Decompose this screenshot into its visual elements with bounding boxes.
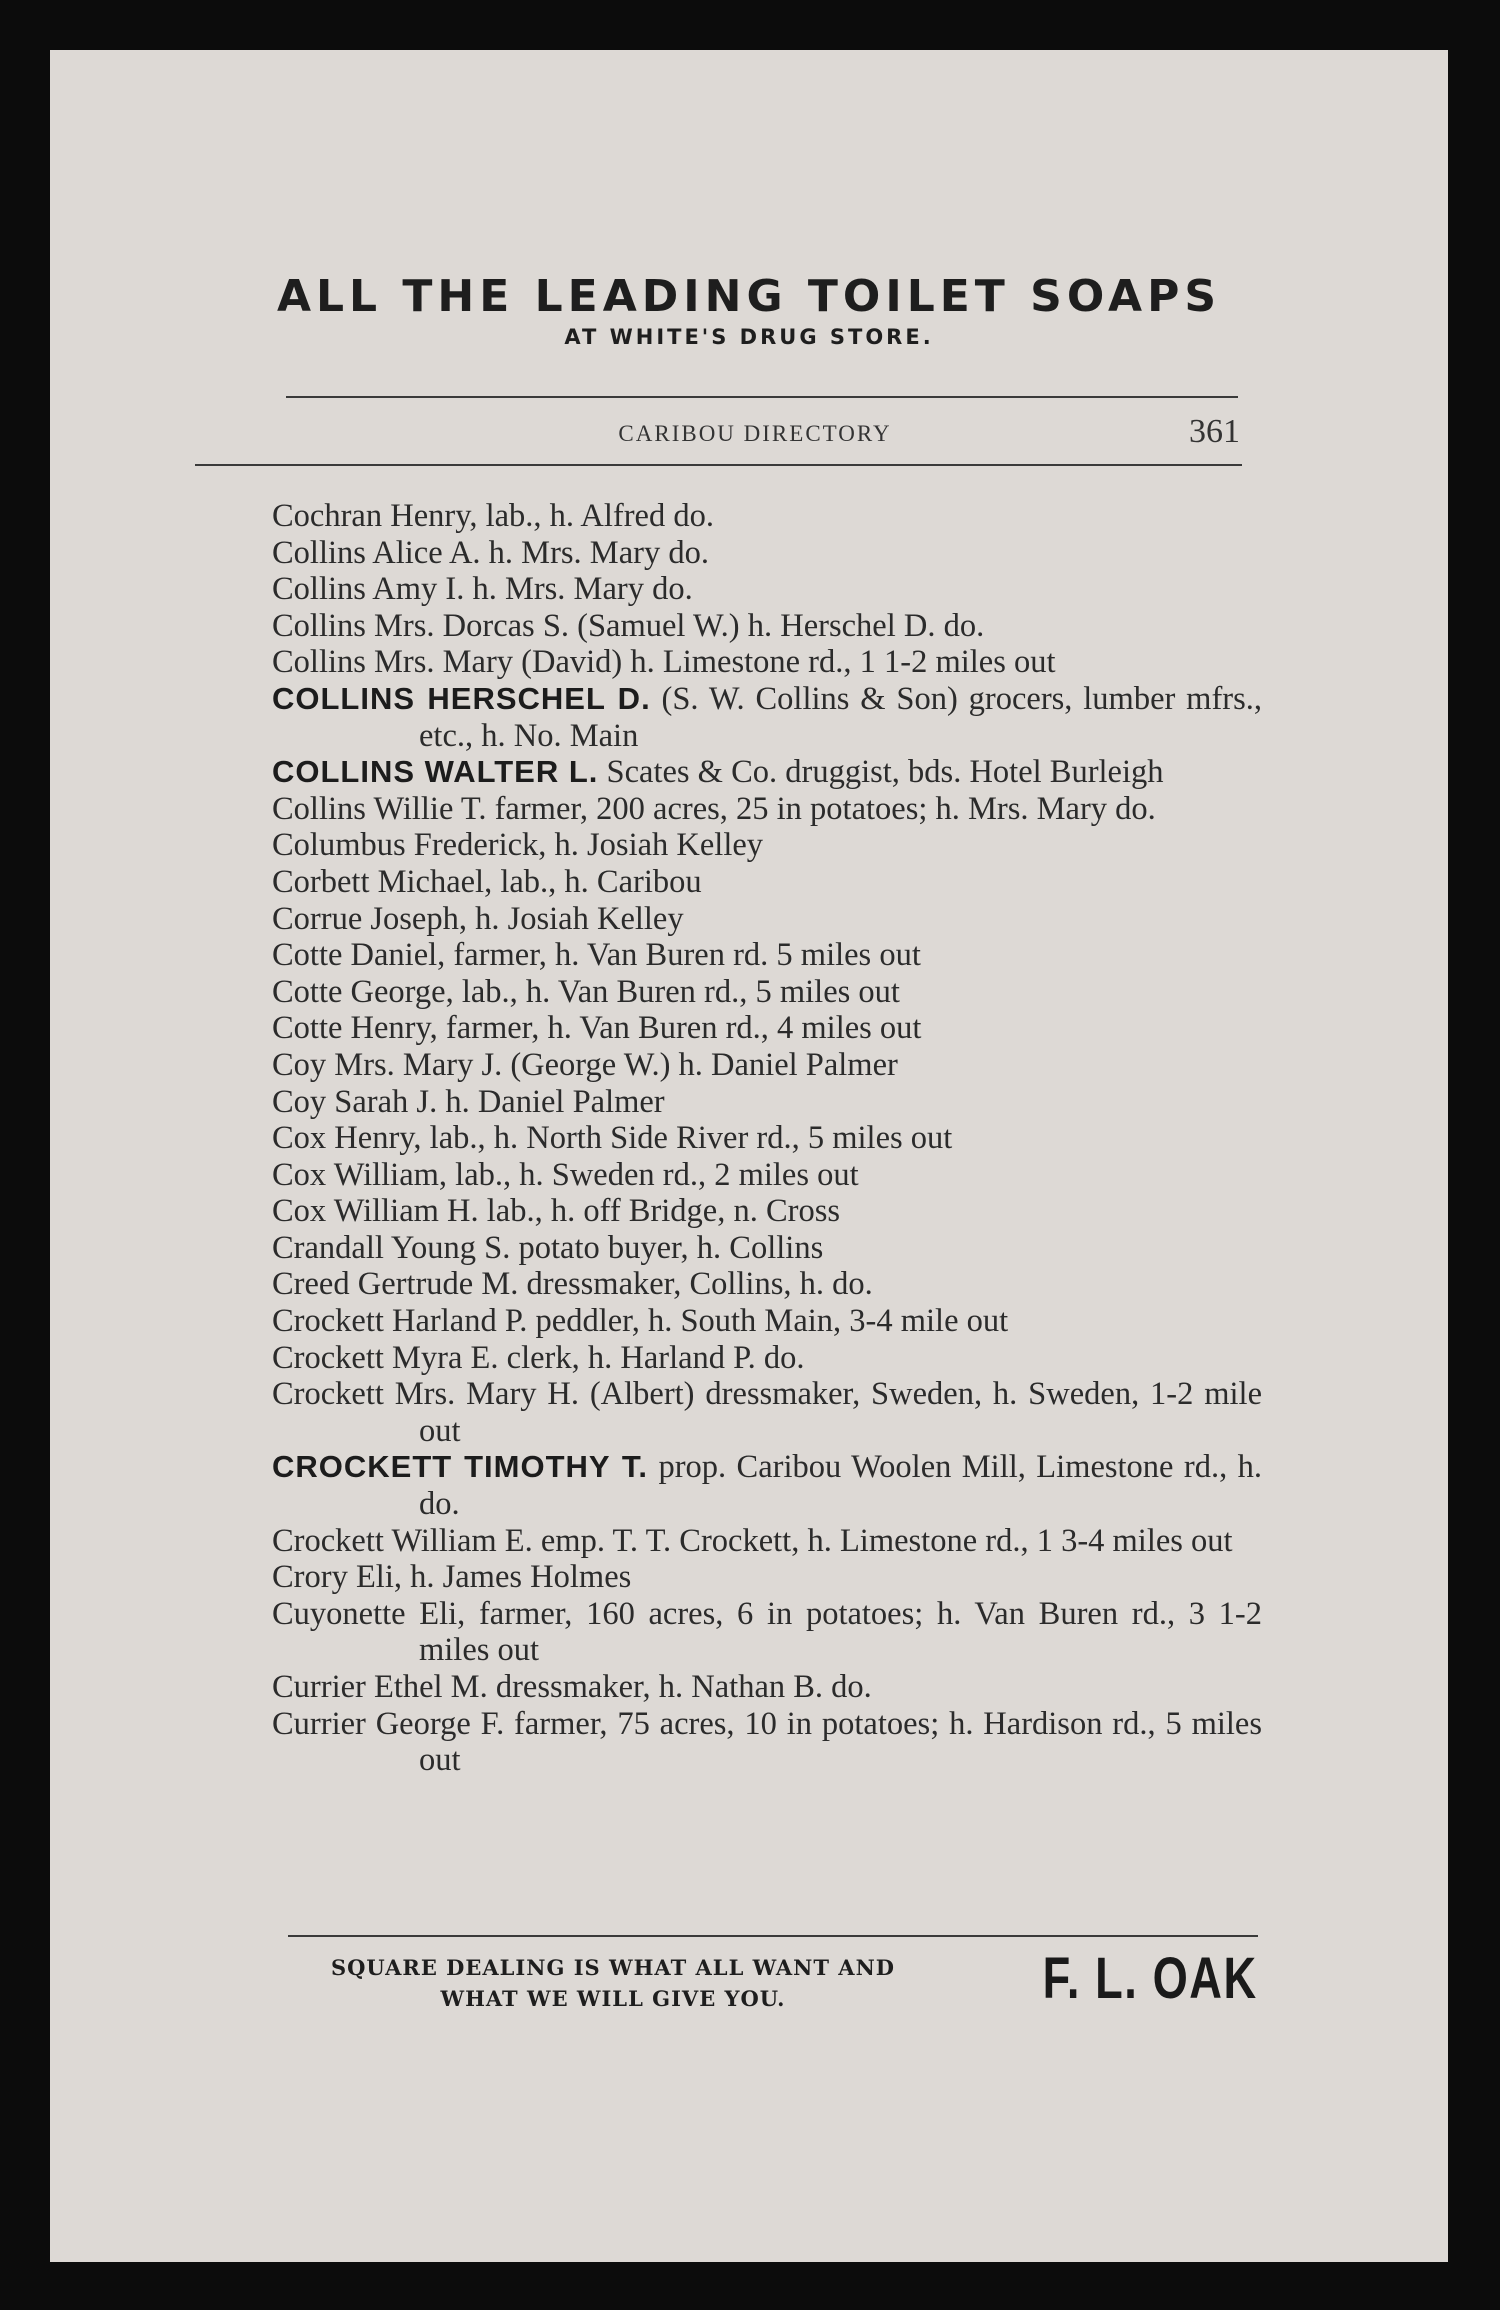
directory-entry bbox=[272, 571, 1262, 608]
entry-bold-name: CROCKETT TIMOTHY T. bbox=[272, 1449, 649, 1485]
directory-entry bbox=[272, 1010, 1262, 1047]
directory-entry bbox=[272, 974, 1262, 1011]
directory-entry bbox=[272, 1559, 1262, 1596]
entry-text: Currier George F. farmer, 75 acres, 10 in potatoes; h. Hardison rd., 5 miles out bbox=[272, 1705, 1262, 1779]
directory-entry bbox=[272, 937, 1262, 974]
entry-text: Cochran Henry, lab., h. Alfred do. bbox=[272, 498, 714, 534]
entry-text: Columbus Frederick, h. Josiah Kelley bbox=[272, 827, 764, 864]
directory-entry bbox=[272, 681, 1262, 754]
entry-text: Cotte George, lab., h. Van Buren rd., 5 miles out bbox=[272, 973, 900, 1010]
entry-text: Crockett Harland P. peddler, h. South Main, 3-4 mile out bbox=[272, 1303, 1009, 1340]
page-number: 361 bbox=[1189, 413, 1240, 450]
entry-text: Cox William, lab., h. Sweden rd., 2 miles out bbox=[272, 1156, 859, 1193]
entry-text: Currier Ethel M. dressmaker, h. Nathan B. do. bbox=[272, 1669, 872, 1705]
directory-entry bbox=[272, 1303, 1262, 1340]
entry-text: Cox Henry, lab., h. North Side River rd., 5 miles out bbox=[272, 1120, 953, 1157]
header-rule-bottom bbox=[195, 464, 1242, 466]
running-head bbox=[270, 413, 1240, 453]
directory-entry bbox=[272, 1449, 1262, 1522]
directory-entry bbox=[272, 864, 1262, 901]
entry-text: Coy Sarah J. h. Daniel Palmer bbox=[272, 1083, 665, 1120]
directory-entry bbox=[272, 1376, 1262, 1449]
directory-entry bbox=[272, 608, 1262, 645]
footer-ad-text bbox=[288, 1952, 938, 2014]
entry-text: (S. W. Collins & Son) grocers, lumber mfrs., etc., h. No. Main bbox=[419, 680, 1262, 754]
directory-entry bbox=[272, 901, 1262, 938]
entry-text: Crory Eli, h. James Holmes bbox=[272, 1559, 632, 1596]
header-rule-top bbox=[286, 396, 1238, 398]
entry-text: Collins Mrs. Mary (David) h. Limestone rd., 1 1-2 miles out bbox=[272, 644, 1056, 681]
directory-page bbox=[50, 50, 1448, 2262]
entry-text: Corrue Joseph, h. Josiah Kelley bbox=[272, 900, 684, 937]
entry-bold-name: COLLINS WALTER L. bbox=[272, 754, 599, 790]
entry-bold-name: COLLINS HERSCHEL D. bbox=[272, 680, 651, 716]
directory-entry bbox=[272, 1266, 1262, 1303]
entry-text: Corbett Michael, lab., h. Caribou bbox=[272, 863, 702, 900]
directory-entry bbox=[272, 1340, 1262, 1377]
directory-entry bbox=[272, 1230, 1262, 1267]
footer-ad-line2: WHAT WE WILL GIVE YOU. bbox=[440, 1986, 786, 2011]
entry-text: Cox William H. lab., h. off Bridge, n. Cross bbox=[272, 1193, 841, 1230]
directory-entry bbox=[272, 754, 1262, 791]
entry-text: Collins Amy I. h. Mrs. Mary do. bbox=[272, 571, 693, 608]
directory-entry bbox=[272, 1596, 1262, 1669]
directory-entry bbox=[272, 535, 1262, 572]
entry-text: Cotte Henry, farmer, h. Van Buren rd., 4 miles out bbox=[272, 1010, 922, 1047]
directory-entry bbox=[272, 1669, 1262, 1706]
entry-text: Crandall Young S. potato buyer, h. Collins bbox=[272, 1229, 824, 1266]
directory-entry bbox=[272, 791, 1262, 828]
directory-entry bbox=[272, 1706, 1262, 1779]
entry-text: Scates & Co. druggist, bds. Hotel Burleigh bbox=[598, 754, 1164, 791]
entry-text: prop. Caribou Woolen Mill, Limestone rd., h. do. bbox=[419, 1449, 1262, 1523]
entry-text: Cotte Daniel, farmer, h. Van Buren rd. 5 miles out bbox=[272, 937, 921, 974]
entry-text: Crockett William E. emp. T. T. Crockett, h. Limestone rd., 1 3-4 miles out bbox=[272, 1522, 1233, 1559]
entry-text: Crockett Myra E. clerk, h. Harland P. do. bbox=[272, 1339, 805, 1376]
entry-text: Crockett Mrs. Mary H. (Albert) dressmaker, Sweden, h. Sweden, 1-2 mile out bbox=[272, 1376, 1262, 1449]
header-advertisement bbox=[50, 272, 1448, 350]
entry-text: Cuyonette Eli, farmer, 160 acres, 6 in potatoes; h. Van Buren rd., 3 1-2 miles out bbox=[272, 1595, 1262, 1669]
footer-advertisement bbox=[288, 1946, 1258, 2030]
directory-entries bbox=[272, 498, 1262, 1779]
entry-text: Collins Willie T. farmer, 200 acres, 25 in potatoes; h. Mrs. Mary do. bbox=[272, 790, 1156, 827]
entry-text: Collins Mrs. Dorcas S. (Samuel W.) h. Herschel D. do. bbox=[272, 607, 985, 644]
entry-text: Collins Alice A. h. Mrs. Mary do. bbox=[272, 534, 709, 571]
footer-ad-line1: SQUARE DEALING IS WHAT ALL WANT AND bbox=[330, 1955, 896, 1980]
directory-entry bbox=[272, 827, 1262, 864]
footer-ad-firm: F. L. OAK bbox=[1042, 1946, 1258, 2011]
running-head-title: CARIBOU DIRECTORY bbox=[618, 421, 892, 446]
directory-entry bbox=[272, 1084, 1262, 1121]
directory-entry bbox=[272, 498, 1262, 535]
directory-entry bbox=[272, 1047, 1262, 1084]
directory-entry bbox=[272, 1120, 1262, 1157]
directory-entry bbox=[272, 644, 1262, 681]
directory-entry bbox=[272, 1193, 1262, 1230]
directory-entry bbox=[272, 1157, 1262, 1194]
entry-text: Creed Gertrude M. dressmaker, Collins, h. do. bbox=[272, 1266, 873, 1303]
entry-text: Coy Mrs. Mary J. (George W.) h. Daniel Palmer bbox=[272, 1046, 898, 1083]
header-ad-line2: AT WHITE'S DRUG STORE. bbox=[564, 325, 934, 349]
directory-entry bbox=[272, 1523, 1262, 1560]
header-ad-line1: ALL THE LEADING TOILET SOAPS bbox=[276, 271, 1222, 322]
footer-rule bbox=[288, 1935, 1258, 1937]
